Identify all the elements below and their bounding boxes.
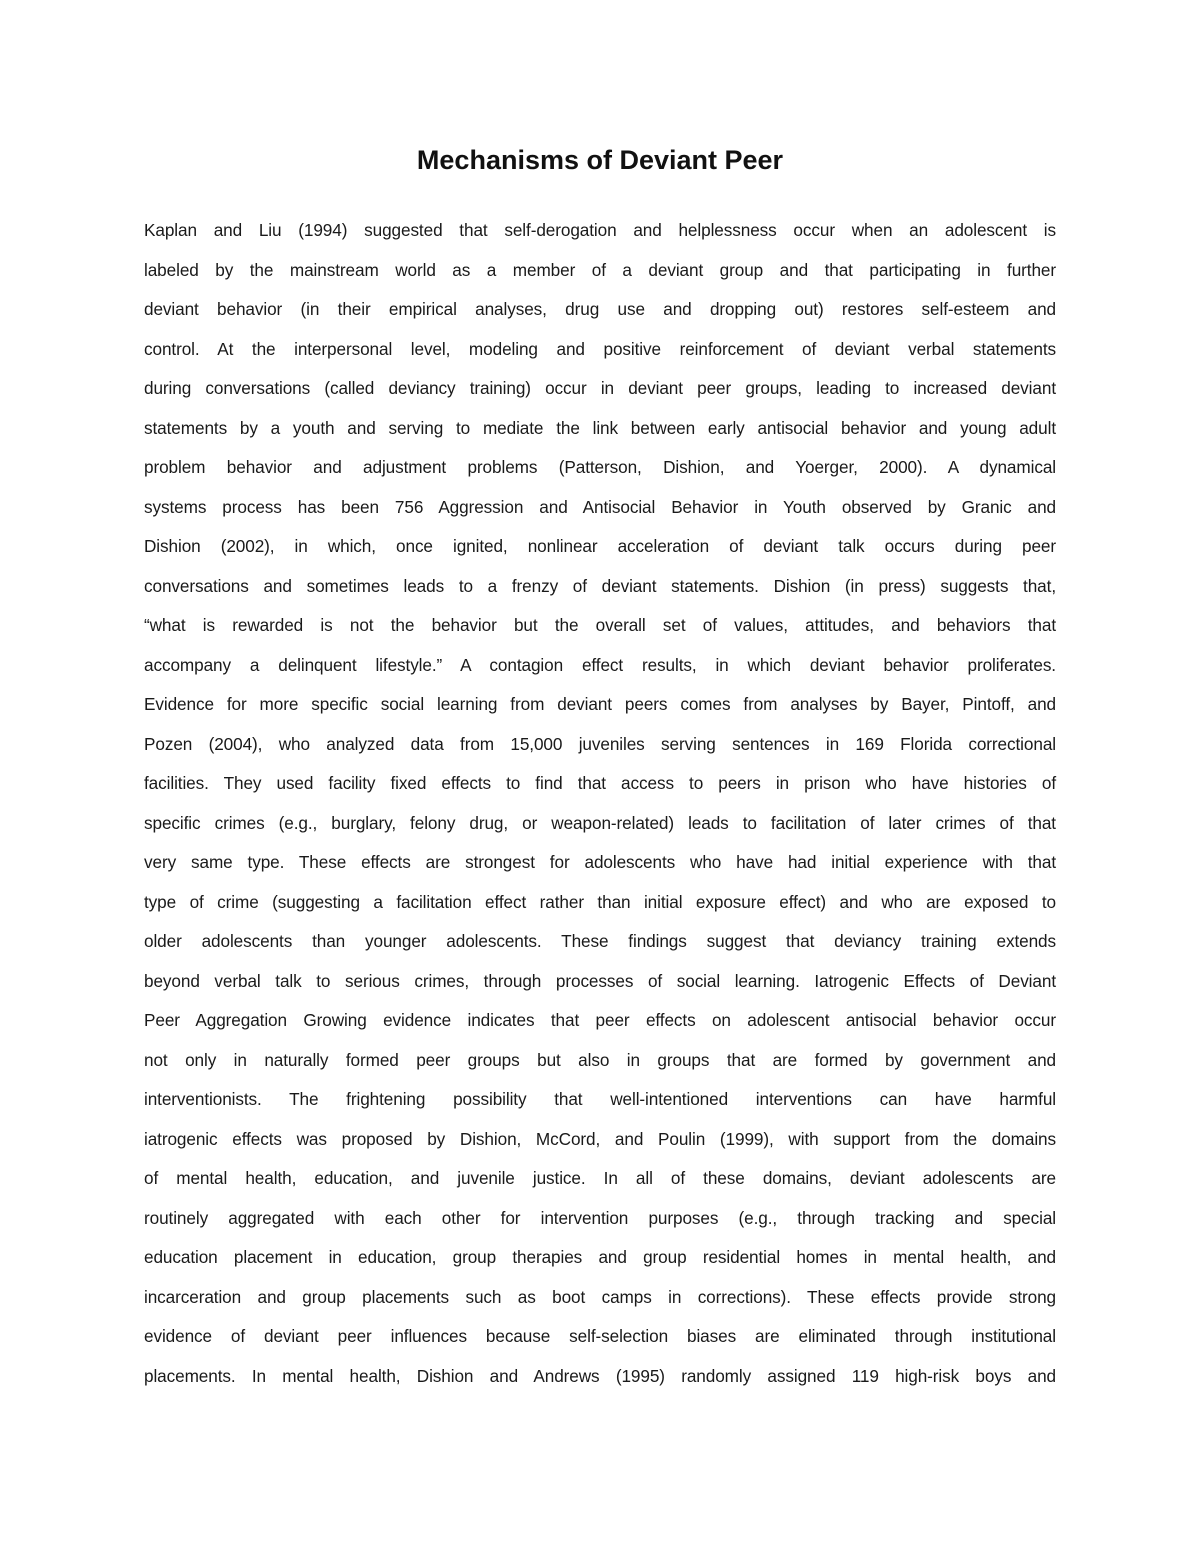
body-line: accompany a delinquent lifestyle.” A contagion effect results, in which deviant behavior proliferates.: [144, 654, 1056, 675]
body-line: type of crime (suggesting a facilitation effect rather than initial exposure effect) and who are exposed to: [144, 891, 1056, 912]
body-line: placements. In mental health, Dishion and Andrews (1995) randomly assigned 119 high-risk boys and: [144, 1365, 1056, 1386]
body-line: of mental health, education, and juvenile justice. In all of these domains, deviant adolescents are: [144, 1168, 1056, 1188]
body-line: statements by a youth and serving to mediate the link between early antisocial behavior and young adult: [144, 417, 1056, 438]
body-line: iatrogenic effects was proposed by Dishion, McCord, and Poulin (1999), with support from the domains: [144, 1128, 1056, 1149]
body-line: older adolescents than younger adolescents. These findings suggest that deviancy training extends: [144, 931, 1056, 951]
body-line: specific crimes (e.g., burglary, felony drug, or weapon-related) leads to facilitation of later crimes of that: [144, 812, 1056, 833]
body-line: evidence of deviant peer influences because self-selection biases are eliminated through institutional: [144, 1326, 1056, 1346]
body-line: deviant behavior (in their empirical analyses, drug use and dropping out) restores self-esteem and: [144, 299, 1056, 319]
body-line: systems process has been 756 Aggression and Antisocial Behavior in Youth observed by Granic and: [144, 496, 1056, 517]
body-line: Evidence for more specific social learning from deviant peers comes from analyses by Bayer, Pintoff, and: [144, 694, 1056, 714]
body-line: not only in naturally formed peer groups but also in groups that are formed by government and: [144, 1049, 1056, 1070]
body-line: very same type. These effects are strongest for adolescents who have had initial experience with that: [144, 852, 1056, 872]
body-line: labeled by the mainstream world as a member of a deviant group and that participating in further: [144, 259, 1056, 280]
body-line: education placement in education, group therapies and group residential homes in mental health, and: [144, 1247, 1056, 1267]
body-line: interventionists. The frightening possibility that well-intentioned interventions can have harmful: [144, 1089, 1056, 1109]
document-title: Mechanisms of Deviant Peer: [416, 145, 784, 175]
body-line: control. At the interpersonal level, modeling and positive reinforcement of deviant verbal statements: [144, 338, 1056, 359]
body-line: beyond verbal talk to serious crimes, through processes of social learning. Iatrogenic Effects of Deviant: [144, 970, 1056, 991]
body-line: incarceration and group placements such as boot camps in corrections). These effects provide strong: [144, 1286, 1056, 1307]
body-line: Kaplan and Liu (1994) suggested that self-derogation and helplessness occur when an adolescent is: [144, 220, 1056, 240]
body-line: facilities. They used facility fixed effects to find that access to peers in prison who have histories of: [144, 773, 1056, 793]
body-line: conversations and sometimes leads to a frenzy of deviant statements. Dishion (in press) suggests that,: [144, 575, 1056, 596]
body-line: routinely aggregated with each other for intervention purposes (e.g., through tracking and special: [144, 1207, 1056, 1228]
body-line: Dishion (2002), in which, once ignited, nonlinear acceleration of deviant talk occurs during peer: [144, 536, 1056, 556]
body-line: Pozen (2004), who analyzed data from 15,000 juveniles serving sentences in 169 Florida correctional: [144, 733, 1056, 754]
document-body: [144, 211, 1056, 1396]
body-line: “what is rewarded is not the behavior but the overall set of values, attitudes, and behaviors that: [144, 615, 1056, 635]
body-line: during conversations (called deviancy training) occur in deviant peer groups, leading to increased deviant: [144, 378, 1056, 398]
body-line: Peer Aggregation Growing evidence indicates that peer effects on adolescent antisocial behavior occur: [144, 1010, 1056, 1030]
body-line: problem behavior and adjustment problems (Patterson, Dishion, and Yoerger, 2000). A dynamical: [144, 457, 1056, 477]
